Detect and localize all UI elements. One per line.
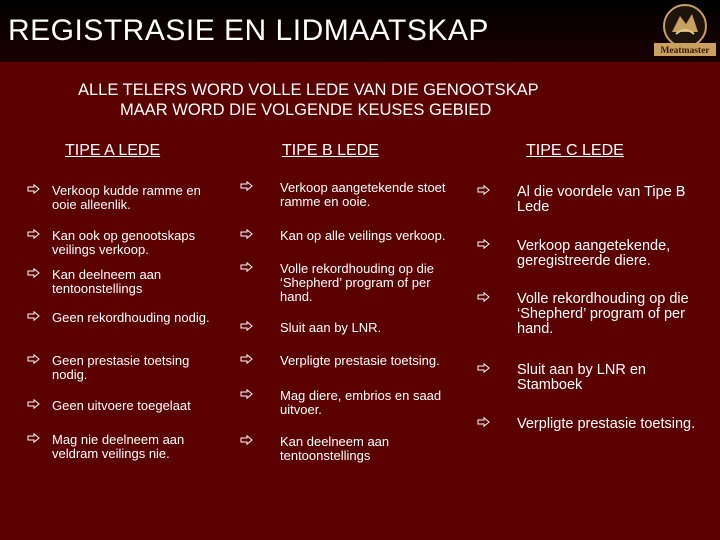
tipe-b-item: Sluit aan by LNR. [280,320,382,335]
arrow-bullet-icon [240,321,253,331]
column-heading-tipe-c: TIPE C LEDE [526,142,624,159]
arrow-bullet-icon [240,262,253,272]
arrow-bullet-icon [240,354,253,364]
arrow-bullet-icon [27,354,40,364]
tipe-b-item: Verkoop aangetekende stoet ramme en ooie. [280,180,446,209]
tipe-a-item: Geen rekordhouding nodig. [52,310,210,325]
column-heading-tipe-a: TIPE A LEDE [65,142,161,159]
tipe-a-item: Geen prestasie toetsing nodig. [52,353,190,382]
arrow-bullet-icon [27,268,40,278]
tipe-a-item: Kan deelneem aan tentoonstellings [52,267,162,296]
arrow-bullet-icon [240,229,253,239]
intro-line-1: ALLE TELERS WORD VOLLE LEDE VAN DIE GENOOTSKAP [78,81,539,99]
arrow-bullet-icon [477,185,490,195]
tipe-b-item: Verpligte prestasie toetsing. [280,353,440,368]
arrow-bullet-icon [477,292,490,302]
tipe-b-item: Volle rekordhouding op die ‘Shepherd’ program of per hand. [280,261,434,304]
tipe-a-item: Verkoop kudde ramme en ooie alleenlik. [52,183,201,212]
meatmaster-logo [652,2,718,60]
tipe-a-item: Mag nie deelneem aan veldram veilings nie. [52,432,185,461]
arrow-bullet-icon [477,239,490,249]
tipe-a-item: Geen uitvoere toegelaat [52,398,191,413]
tipe-c-item: Sluit aan by LNR en Stamboek [517,362,646,393]
arrow-bullet-icon [240,389,253,399]
arrow-bullet-icon [27,399,40,409]
arrow-bullet-icon [477,363,490,373]
tipe-c-item: Verpligte prestasie toetsing. [517,416,696,432]
arrow-bullet-icon [27,433,40,443]
svg-text:Meatmaster: Meatmaster [660,46,710,56]
arrow-bullet-icon [477,417,490,427]
intro-text [78,80,678,120]
column-heading-tipe-b: TIPE B LEDE [282,142,379,159]
tipe-b-item: Mag diere, embrios en saad uitvoer. [280,388,442,417]
tipe-b-item: Kan deelneem aan tentoonstellings [280,434,390,463]
arrow-bullet-icon [240,181,253,191]
tipe-c-item: Volle rekordhouding op die ‘Shepherd’ program of per hand. [517,291,689,337]
tipe-a-item: Kan ook op genootskaps veilings verkoop. [52,228,196,257]
tipe-c-item: Verkoop aangetekende, geregistreerde diere. [517,238,671,269]
arrow-bullet-icon [27,311,40,321]
intro-line-2: MAAR WORD DIE VOLGENDE KEUSES GEBIED [120,101,492,119]
arrow-bullet-icon [27,229,40,239]
arrow-bullet-icon [27,184,40,194]
page-title: REGISTRASIE EN LIDMAATSKAP [8,14,489,47]
tipe-c-item: Al die voordele van Tipe B Lede [517,184,686,215]
tipe-b-item: Kan op alle veilings verkoop. [280,228,446,243]
arrow-bullet-icon [240,435,253,445]
title-bar [0,0,720,62]
